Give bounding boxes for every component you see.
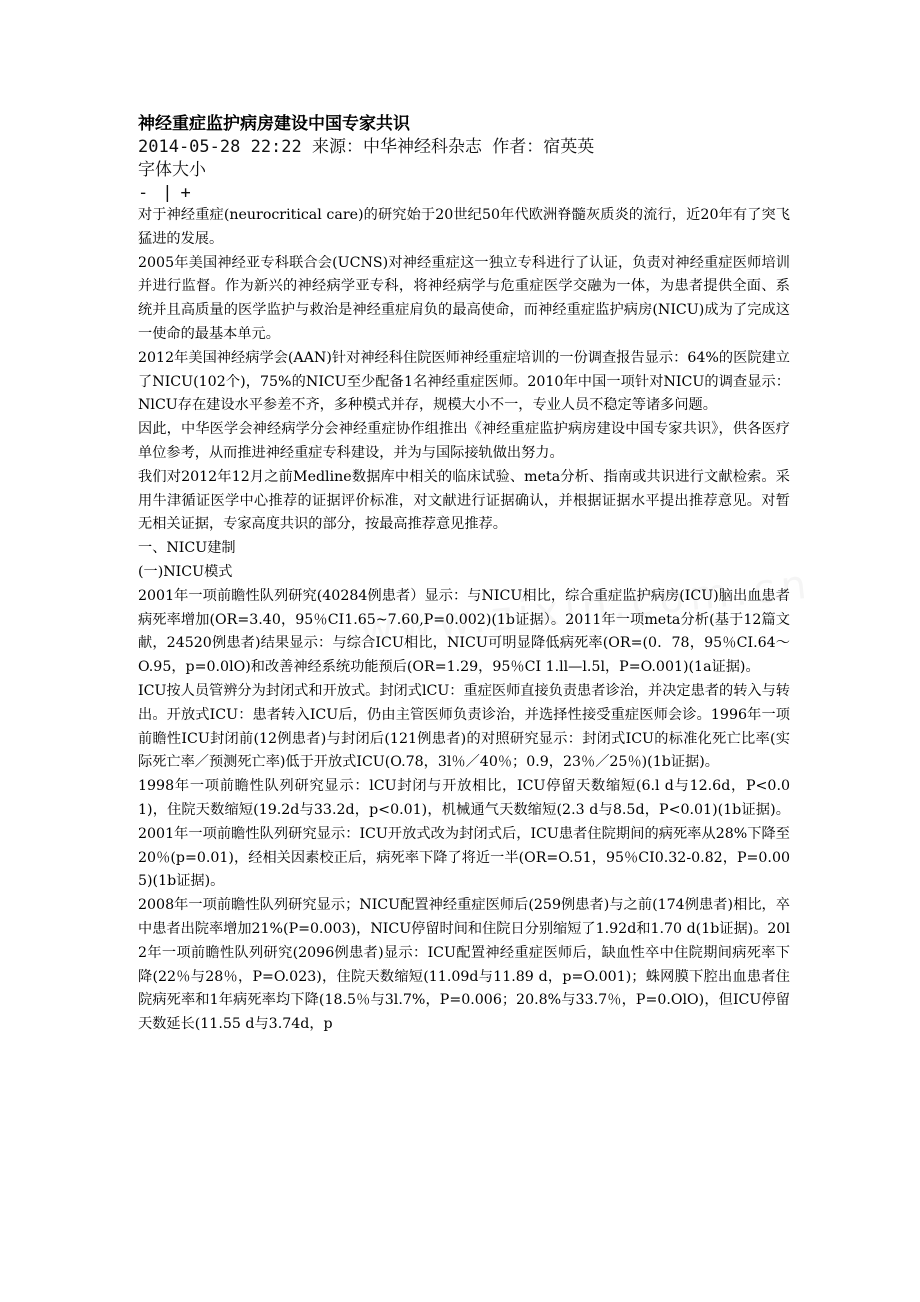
paragraph: ICU按人员管辨分为封闭式和开放式。封闭式lCU：重症医师直接负责患者诊治，并决定患者的转入与转出。开放式ICU：患者转入ICU后，仍由主管医师负责诊治，并选择性接受重症医师会诊。1996年一项前瞻性ICU封闭前(12例患者)与封闭后(121例患者)的对照研究显示：封闭式ICU的标准化死亡比率(实际死亡率／预测死亡率)低于开放式ICU(O.78，3l％／40％；0.9，23％／25％)(1b证据)。 [138, 682, 790, 771]
section-heading: 一、NICU建制 [138, 540, 236, 557]
font-decrease-button[interactable]: - [138, 182, 149, 203]
article-meta: 2014-05-28 22:22 来源：中华神经科杂志 作者：宿英英 [138, 137, 595, 157]
article-title: 神经重症监护病房建设中国专家共识 [138, 114, 410, 134]
paragraph: 我们对2012年12月之前Medline数据库中相关的临床试验、meta分析、指南或共识进行文献检索。采用牛津循证医学中心推荐的证据评价标准，对文献进行证据确认，并根据证据水平提出推荐意见。对暂无相关证据，专家高度共识的部分，按最高推荐意见推荐。 [138, 468, 790, 533]
paragraph: 2012年美国神经病学会(AAN)针对神经科住院医师神经重症培训的一份调查报告显示：64%的医院建立了NICU(102个)，75%的NICU至少配备1名神经重症医师。2010年中国一项针对NICU的调查显示：NlCU存在建设水平参差不齐，多种模式并存，规模大小不一，专业人员不稳定等诸多问题。 [138, 349, 790, 414]
article-content [138, 112, 790, 1037]
paragraph: 因此，中华医学会神经病学分会神经重症协作组推出《神经重症监护病房建设中国专家共识》，供各医疗单位参考，从而推进神经重症专科建设，并为与国际接轨做出努力。 [138, 421, 790, 461]
paragraph: 2008年一项前瞻性队列研究显示；NICU配置神经重症医师后(259例患者)与之前(174例患者)相比，卒中患者出院率增加21%(P=0.003)，NICU停留时间和住院日分别缩短了1.92d和1.70 d(1b证据)。20l2年一项前瞻性队列研究(2096例患者)显示：ICU配置神经重症医师后，缺血性卒中住院期间病死率下降(22％与28％，P=O.023)，住院天数缩短(11.09d与11.89 d，p=O.001)；蛛网膜下腔出血患者住院病死率和1年病死率均下降(18.5％与3l.7%，P=0.006；20.8%与33.7％，P=0.OlO)，但ICU停留天数延长(11.55 d与3.74d，p [138, 897, 790, 1033]
font-separator: | [162, 182, 173, 203]
paragraph: 对于神经重症(neurocritical care)的研究始于20世纪50年代欧洲脊髓灰质炎的流行，近20年有了突飞猛进的发展。 [138, 207, 790, 247]
font-increase-button[interactable]: + [180, 182, 191, 203]
paragraph: 2001年一项前瞻性队列研究(40284例患者）显示：与NICU相比，综合重症监护病房(ICU)脑出血患者病死率增加(OR=3.40，95％CI1.65~7.60,P=0.002)(1b证据）。2011年一项meta分析(基于12篇文献，24520例患者)结果显示：与综合ICU相比，NICU可明显降低病死率(OR=(0．78，95％CI.64～O.95，p=0.0lO)和改善神经系统功能预后(OR=1.29，95％CI 1.ll—l.5l，P=O.001)(1a证据)。 [138, 587, 790, 676]
font-size-controls [138, 182, 790, 204]
font-size-label: 字体大小 [138, 160, 206, 180]
paragraph: 2005年美国神经亚专科联合会(UCNS)对神经重症这一独立专科进行了认证，负责对神经重症医师培训并进行监督。作为新兴的神经病学亚专科，将神经病学与危重症医学交融为一体，为患者提供全面、系统并且高质量的医学监护与救治是神经重症肩负的最高使命，而神经重症监护病房(NICU)成为了完成这一使命的最基本单元。 [138, 254, 790, 342]
paragraph: 1998年一项前瞻性队列研究显示：lCU封闭与开放相比，ICU停留天数缩短(6.l d与12.6d，P<0.01)，住院天数缩短(19.2d与33.2d，p<0.01)，机械通气天数缩短(2.3 d与8.5d，P<0.01)(1b证据)。2001年一项前瞻性队列研究显示：ICU开放式改为封闭式后，ICU患者住院期间的病死率从28%下降至20％(p=0.01)，经相关因素校正后，病死率下降了将近一半(OR=O.51，95％CI0.32-0.82，P=0.005)(1b证据)。 [138, 778, 790, 890]
article-body [138, 204, 790, 1037]
section-heading: (一)NICU模式 [138, 563, 233, 580]
